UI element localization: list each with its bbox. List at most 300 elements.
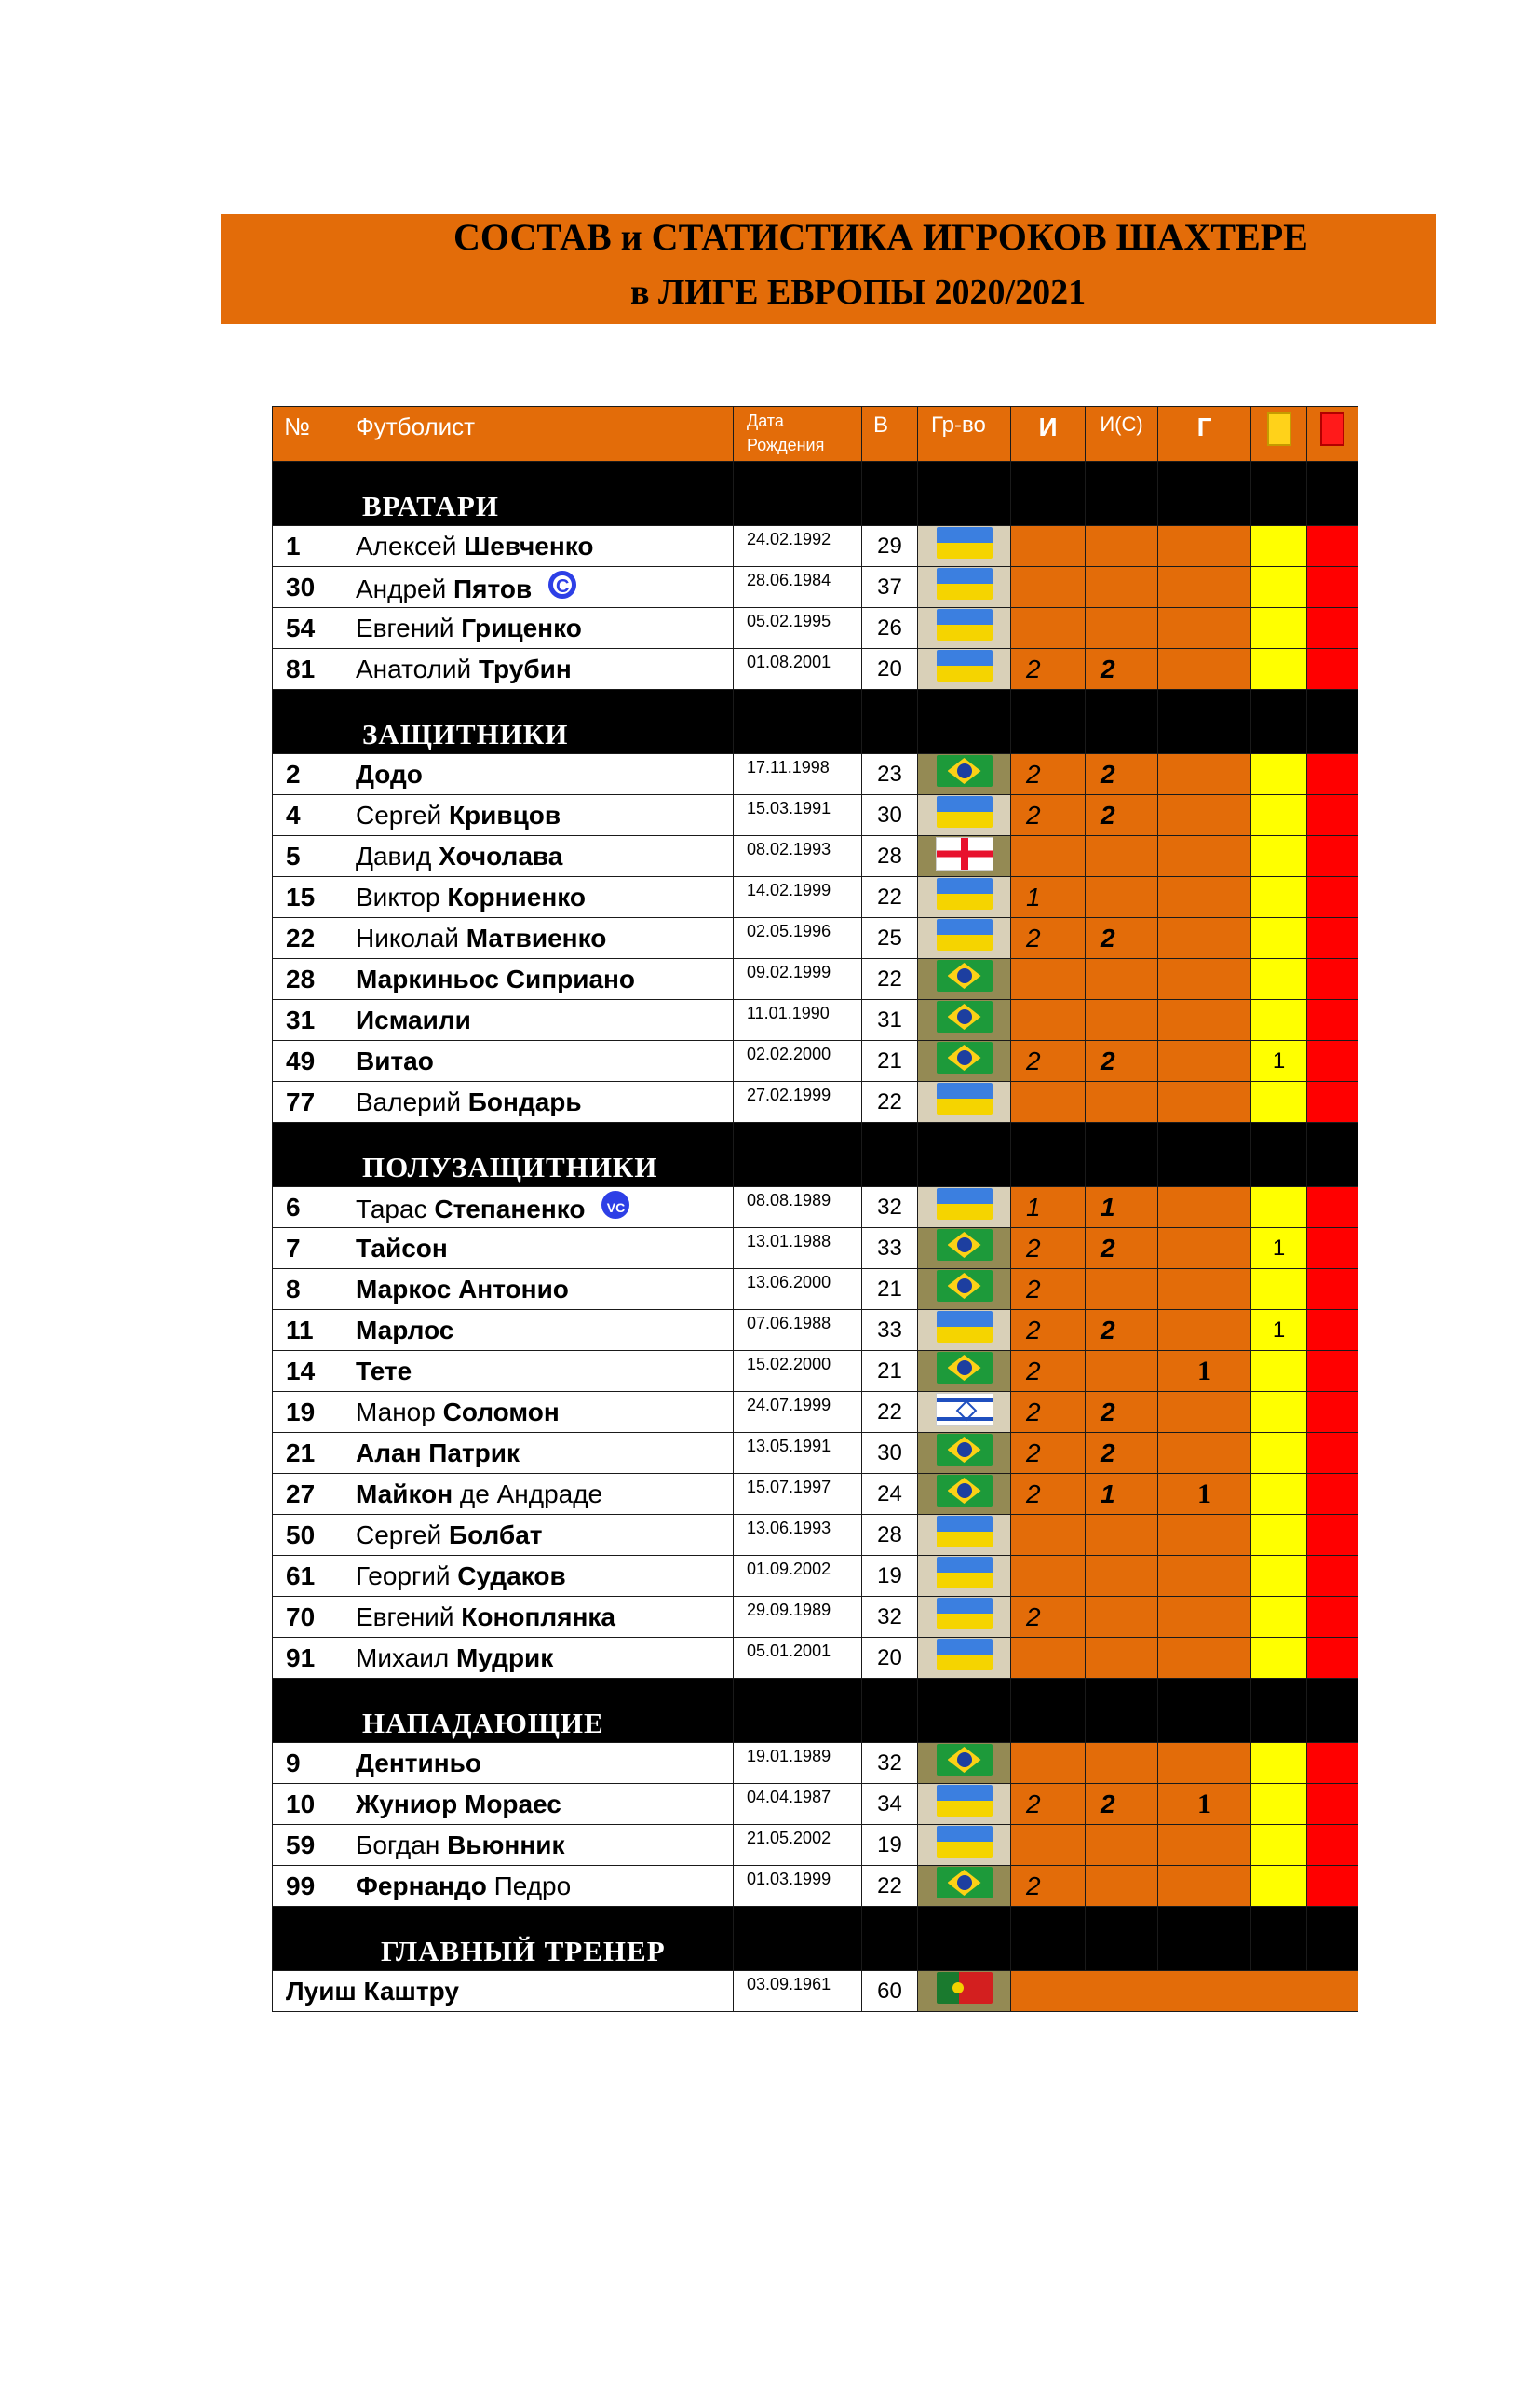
brazil-flag-icon — [937, 1042, 993, 1074]
section-cell — [734, 1679, 862, 1743]
player-red-cards — [1307, 1082, 1358, 1123]
player-yellow-cards — [1251, 1743, 1307, 1784]
player-games-started — [1086, 1556, 1158, 1597]
player-dob: 13.06.2000 — [734, 1269, 862, 1310]
player-red-cards — [1307, 754, 1358, 795]
player-citizenship — [918, 526, 1011, 567]
section-cell — [734, 1123, 862, 1187]
player-red-cards — [1307, 1433, 1358, 1474]
player-age: 31 — [862, 1000, 918, 1041]
player-games-started — [1086, 1187, 1158, 1228]
captain-badge-icon: C — [548, 571, 576, 599]
player-citizenship — [918, 1597, 1011, 1638]
player-games-started — [1086, 649, 1158, 690]
player-games-started — [1086, 1825, 1158, 1866]
section-cell — [734, 690, 862, 754]
coach-citizenship — [918, 1971, 1011, 2012]
player-yellow-cards — [1251, 1825, 1307, 1866]
brazil-flag-icon — [937, 1867, 993, 1898]
player-citizenship — [918, 1041, 1011, 1082]
player-games-started — [1086, 1000, 1158, 1041]
player-yellow-cards — [1251, 1187, 1307, 1228]
player-row — [273, 1392, 1358, 1433]
section-cell — [1307, 1123, 1358, 1187]
section-cell — [1011, 690, 1086, 754]
player-number: 91 — [273, 1638, 344, 1679]
player-games-started — [1086, 836, 1158, 877]
section-cell — [1011, 1123, 1086, 1187]
player-number: 77 — [273, 1082, 344, 1123]
player-citizenship — [918, 649, 1011, 690]
player-number: 27 — [273, 1474, 344, 1515]
ukraine-flag-icon — [937, 1826, 993, 1858]
games-value: 2 — [1026, 1438, 1041, 1467]
player-number: 21 — [273, 1433, 344, 1474]
section-cell — [918, 1123, 1011, 1187]
header-dob-line2: Рождения — [747, 436, 825, 454]
player-red-cards — [1307, 1743, 1358, 1784]
section-label: ВРАТАРИ — [273, 462, 734, 526]
player-games — [1011, 836, 1086, 877]
vice-captain-badge-icon: VC — [601, 1191, 629, 1219]
section-cell — [1011, 1907, 1086, 1971]
player-first-name: Евгений — [356, 613, 454, 642]
player-games — [1011, 1187, 1086, 1228]
player-citizenship — [918, 754, 1011, 795]
player-age: 32 — [862, 1597, 918, 1638]
player-goals — [1158, 1474, 1251, 1515]
section-cell — [1011, 1679, 1086, 1743]
player-number: 50 — [273, 1515, 344, 1556]
player-yellow-cards — [1251, 1784, 1307, 1825]
player-citizenship — [918, 1638, 1011, 1679]
player-goals — [1158, 959, 1251, 1000]
player-dob: 05.01.2001 — [734, 1638, 862, 1679]
player-row — [273, 754, 1358, 795]
player-name-suffix: де Андраде — [459, 1479, 603, 1508]
player-games-started — [1086, 1392, 1158, 1433]
player-citizenship — [918, 608, 1011, 649]
player-last-name: Дентиньо — [356, 1748, 481, 1777]
title-banner — [221, 214, 1436, 324]
player-dob: 01.09.2002 — [734, 1556, 862, 1597]
header-num: № — [273, 407, 344, 462]
player-row — [273, 1433, 1358, 1474]
player-row — [273, 1269, 1358, 1310]
section-cell — [1251, 1123, 1307, 1187]
player-row — [273, 1556, 1358, 1597]
player-dob: 07.06.1988 — [734, 1310, 862, 1351]
player-row — [273, 1866, 1358, 1907]
player-last-name: Тайсон — [356, 1233, 448, 1263]
player-citizenship — [918, 1000, 1011, 1041]
ukraine-flag-icon — [937, 1639, 993, 1670]
player-yellow-cards — [1251, 649, 1307, 690]
player-citizenship — [918, 1556, 1011, 1597]
player-games-started — [1086, 1228, 1158, 1269]
player-dob: 21.05.2002 — [734, 1825, 862, 1866]
player-goals — [1158, 1556, 1251, 1597]
player-number: 22 — [273, 918, 344, 959]
games-value: 2 — [1026, 800, 1041, 830]
games-value: 2 — [1026, 1274, 1041, 1304]
player-games — [1011, 754, 1086, 795]
player-age: 23 — [862, 754, 918, 795]
player-number: 10 — [273, 1784, 344, 1825]
player-games-started — [1086, 1743, 1158, 1784]
player-first-name: Георгий — [356, 1561, 451, 1590]
player-name — [344, 1743, 734, 1784]
player-last-name: Шевченко — [464, 531, 594, 561]
player-red-cards — [1307, 1228, 1358, 1269]
player-citizenship — [918, 1392, 1011, 1433]
player-age: 28 — [862, 1515, 918, 1556]
player-games — [1011, 1392, 1086, 1433]
player-last-name: Степаненко — [434, 1194, 586, 1223]
player-games — [1011, 1082, 1086, 1123]
player-last-name: Жуниор Мораес — [356, 1789, 561, 1818]
player-last-name: Трубин — [478, 654, 572, 683]
player-games — [1011, 1784, 1086, 1825]
player-name — [344, 1269, 734, 1310]
player-games-started — [1086, 1310, 1158, 1351]
player-age: 29 — [862, 526, 918, 567]
player-age: 22 — [862, 1392, 918, 1433]
player-yellow-cards — [1251, 836, 1307, 877]
ukraine-flag-icon — [937, 1557, 993, 1588]
ukraine-flag-icon — [937, 609, 993, 641]
player-yellow-cards — [1251, 1515, 1307, 1556]
goals-value: 1 — [1197, 1788, 1211, 1819]
player-row — [273, 1228, 1358, 1269]
player-red-cards — [1307, 1310, 1358, 1351]
player-age: 30 — [862, 1433, 918, 1474]
header-yellow — [1251, 407, 1307, 462]
player-name — [344, 1082, 734, 1123]
games-value: 2 — [1026, 1397, 1041, 1426]
player-games — [1011, 1743, 1086, 1784]
player-age: 21 — [862, 1351, 918, 1392]
player-age: 22 — [862, 877, 918, 918]
player-number: 11 — [273, 1310, 344, 1351]
player-number: 81 — [273, 649, 344, 690]
player-row — [273, 1743, 1358, 1784]
player-goals — [1158, 1784, 1251, 1825]
player-number: 2 — [273, 754, 344, 795]
player-number: 19 — [273, 1392, 344, 1433]
player-last-name: Мудрик — [455, 1642, 554, 1672]
section-row — [273, 690, 1358, 754]
games-value: 2 — [1026, 759, 1041, 789]
player-number: 4 — [273, 795, 344, 836]
player-age: 22 — [862, 1866, 918, 1907]
player-games-started — [1086, 526, 1158, 567]
player-red-cards — [1307, 1474, 1358, 1515]
player-red-cards — [1307, 649, 1358, 690]
games-value: 2 — [1026, 923, 1041, 953]
player-goals — [1158, 1866, 1251, 1907]
player-dob: 15.02.2000 — [734, 1351, 862, 1392]
games-value: 2 — [1026, 1046, 1041, 1075]
player-games — [1011, 918, 1086, 959]
player-games — [1011, 1474, 1086, 1515]
section-cell — [1307, 690, 1358, 754]
player-dob: 13.01.1988 — [734, 1228, 862, 1269]
player-citizenship — [918, 959, 1011, 1000]
player-games — [1011, 1866, 1086, 1907]
header-row — [273, 407, 1358, 462]
player-red-cards — [1307, 877, 1358, 918]
player-row — [273, 526, 1358, 567]
player-last-name: Додо — [356, 759, 423, 789]
player-age: 26 — [862, 608, 918, 649]
player-row — [273, 1515, 1358, 1556]
player-age: 34 — [862, 1784, 918, 1825]
ukraine-flag-icon — [937, 1188, 993, 1220]
player-last-name: Гриценко — [461, 613, 582, 642]
player-dob: 01.03.1999 — [734, 1866, 862, 1907]
section-cell — [1307, 1907, 1358, 1971]
player-number: 28 — [273, 959, 344, 1000]
player-first-name: Сергей — [356, 1520, 442, 1549]
player-games-started — [1086, 754, 1158, 795]
brazil-flag-icon — [937, 1001, 993, 1033]
goals-value: 1 — [1197, 1478, 1211, 1509]
player-citizenship — [918, 1825, 1011, 1866]
player-dob: 13.06.1993 — [734, 1515, 862, 1556]
player-citizenship — [918, 1228, 1011, 1269]
player-citizenship — [918, 918, 1011, 959]
player-last-name: Маркос Антонио — [356, 1274, 569, 1304]
player-name — [344, 1825, 734, 1866]
player-number: 8 — [273, 1269, 344, 1310]
player-number: 6 — [273, 1187, 344, 1228]
games-value: 2 — [1026, 1233, 1041, 1263]
player-row — [273, 836, 1358, 877]
games-value: 2 — [1026, 1356, 1041, 1385]
player-first-name: Евгений — [356, 1601, 454, 1631]
player-red-cards — [1307, 1866, 1358, 1907]
player-number: 30 — [273, 567, 344, 608]
player-age: 22 — [862, 1082, 918, 1123]
player-citizenship — [918, 1082, 1011, 1123]
player-name — [344, 918, 734, 959]
player-games — [1011, 1269, 1086, 1310]
player-name — [344, 836, 734, 877]
player-goals — [1158, 1515, 1251, 1556]
player-first-name: Алексей — [356, 531, 457, 561]
player-number: 15 — [273, 877, 344, 918]
player-dob: 17.11.1998 — [734, 754, 862, 795]
section-row — [273, 1907, 1358, 1971]
player-name — [344, 1351, 734, 1392]
player-goals — [1158, 795, 1251, 836]
section-cell — [1251, 1907, 1307, 1971]
player-citizenship — [918, 1310, 1011, 1351]
player-citizenship — [918, 836, 1011, 877]
player-games-started — [1086, 1351, 1158, 1392]
section-cell — [918, 1907, 1011, 1971]
player-red-cards — [1307, 1556, 1358, 1597]
player-goals — [1158, 1743, 1251, 1784]
player-goals — [1158, 1392, 1251, 1433]
player-games — [1011, 877, 1086, 918]
section-row — [273, 1679, 1358, 1743]
player-name — [344, 1474, 734, 1515]
games-value: 1 — [1026, 882, 1041, 912]
brazil-flag-icon — [937, 1744, 993, 1776]
section-label: ПОЛУЗАЩИТНИКИ — [273, 1123, 734, 1187]
header-dob-line1: Дата — [747, 412, 784, 430]
section-cell — [1086, 462, 1158, 526]
player-last-name: Исмаили — [356, 1005, 471, 1034]
section-cell — [1158, 462, 1251, 526]
player-row — [273, 1638, 1358, 1679]
player-red-cards — [1307, 918, 1358, 959]
ukraine-flag-icon — [937, 1311, 993, 1343]
header-dob — [734, 407, 862, 462]
section-cell — [734, 1907, 862, 1971]
section-cell — [1307, 1679, 1358, 1743]
player-games-started — [1086, 918, 1158, 959]
player-goals — [1158, 649, 1251, 690]
brazil-flag-icon — [937, 1270, 993, 1302]
player-red-cards — [1307, 795, 1358, 836]
player-name — [344, 1310, 734, 1351]
player-citizenship — [918, 1187, 1011, 1228]
player-yellow-cards — [1251, 1392, 1307, 1433]
player-goals — [1158, 918, 1251, 959]
section-cell — [1251, 1679, 1307, 1743]
games-started-value: 2 — [1101, 923, 1115, 953]
brazil-flag-icon — [937, 1434, 993, 1466]
player-games — [1011, 1310, 1086, 1351]
player-name — [344, 649, 734, 690]
header-player: Футболист — [344, 407, 734, 462]
brazil-flag-icon — [937, 1475, 993, 1507]
player-last-name: Соломон — [442, 1397, 560, 1426]
player-name — [344, 877, 734, 918]
player-yellow-cards — [1251, 1269, 1307, 1310]
player-dob: 08.02.1993 — [734, 836, 862, 877]
player-dob: 02.02.2000 — [734, 1041, 862, 1082]
header-age: В — [862, 407, 918, 462]
player-games — [1011, 1351, 1086, 1392]
player-games — [1011, 608, 1086, 649]
games-value: 2 — [1026, 1789, 1041, 1818]
player-first-name: Тарас — [356, 1194, 427, 1223]
player-name — [344, 754, 734, 795]
player-row — [273, 918, 1358, 959]
player-row — [273, 608, 1358, 649]
roster-table — [272, 406, 1358, 2012]
player-last-name: Витао — [356, 1046, 434, 1075]
player-red-cards — [1307, 1825, 1358, 1866]
section-cell — [862, 462, 918, 526]
section-row — [273, 1123, 1358, 1187]
section-cell — [1158, 1907, 1251, 1971]
player-yellow-cards — [1251, 1474, 1307, 1515]
player-name — [344, 1392, 734, 1433]
games-started-value: 2 — [1101, 800, 1115, 830]
player-number: 5 — [273, 836, 344, 877]
player-row — [273, 1187, 1358, 1228]
player-red-cards — [1307, 1187, 1358, 1228]
player-name — [344, 1187, 734, 1228]
player-goals — [1158, 877, 1251, 918]
player-name — [344, 1433, 734, 1474]
player-citizenship — [918, 1474, 1011, 1515]
player-games — [1011, 1825, 1086, 1866]
player-last-name: Марлос — [356, 1315, 454, 1344]
player-citizenship — [918, 877, 1011, 918]
brazil-flag-icon — [937, 960, 993, 992]
player-row — [273, 649, 1358, 690]
player-first-name: Манор — [356, 1397, 436, 1426]
player-dob: 28.06.1984 — [734, 567, 862, 608]
player-dob: 09.02.1999 — [734, 959, 862, 1000]
games-started-value: 1 — [1101, 1479, 1115, 1508]
player-row — [273, 959, 1358, 1000]
player-goals — [1158, 567, 1251, 608]
player-games — [1011, 526, 1086, 567]
player-row — [273, 1474, 1358, 1515]
player-age: 33 — [862, 1228, 918, 1269]
player-first-name: Андрей — [356, 574, 447, 603]
player-dob: 19.01.1989 — [734, 1743, 862, 1784]
games-value: 2 — [1026, 1601, 1041, 1631]
player-yellow-cards — [1251, 608, 1307, 649]
player-name — [344, 1228, 734, 1269]
header-goals: Г — [1158, 407, 1251, 462]
player-age: 32 — [862, 1187, 918, 1228]
player-name — [344, 1515, 734, 1556]
player-yellow-cards: 1 — [1251, 1041, 1307, 1082]
player-games — [1011, 1597, 1086, 1638]
player-yellow-cards — [1251, 1433, 1307, 1474]
player-age: 30 — [862, 795, 918, 836]
player-number: 59 — [273, 1825, 344, 1866]
section-cell — [734, 462, 862, 526]
player-yellow-cards — [1251, 795, 1307, 836]
player-dob: 11.01.1990 — [734, 1000, 862, 1041]
section-cell — [862, 1123, 918, 1187]
section-cell — [862, 690, 918, 754]
section-cell — [1307, 462, 1358, 526]
coach-age: 60 — [862, 1971, 918, 2012]
player-dob: 05.02.1995 — [734, 608, 862, 649]
player-dob: 29.09.1989 — [734, 1597, 862, 1638]
player-red-cards — [1307, 1597, 1358, 1638]
ukraine-flag-icon — [937, 1516, 993, 1547]
player-yellow-cards: 1 — [1251, 1310, 1307, 1351]
israel-flag-icon — [936, 1393, 993, 1426]
player-number: 31 — [273, 1000, 344, 1041]
coach-name: Луиш Каштру — [273, 1971, 734, 2012]
player-row — [273, 1310, 1358, 1351]
player-name — [344, 1597, 734, 1638]
player-red-cards — [1307, 526, 1358, 567]
player-games — [1011, 1433, 1086, 1474]
player-red-cards — [1307, 1784, 1358, 1825]
player-first-name: Михаил — [356, 1642, 450, 1672]
player-name — [344, 1784, 734, 1825]
player-goals — [1158, 1187, 1251, 1228]
player-last-name: Бондарь — [467, 1087, 582, 1116]
player-age: 19 — [862, 1825, 918, 1866]
ukraine-flag-icon — [937, 919, 993, 951]
player-number: 99 — [273, 1866, 344, 1907]
